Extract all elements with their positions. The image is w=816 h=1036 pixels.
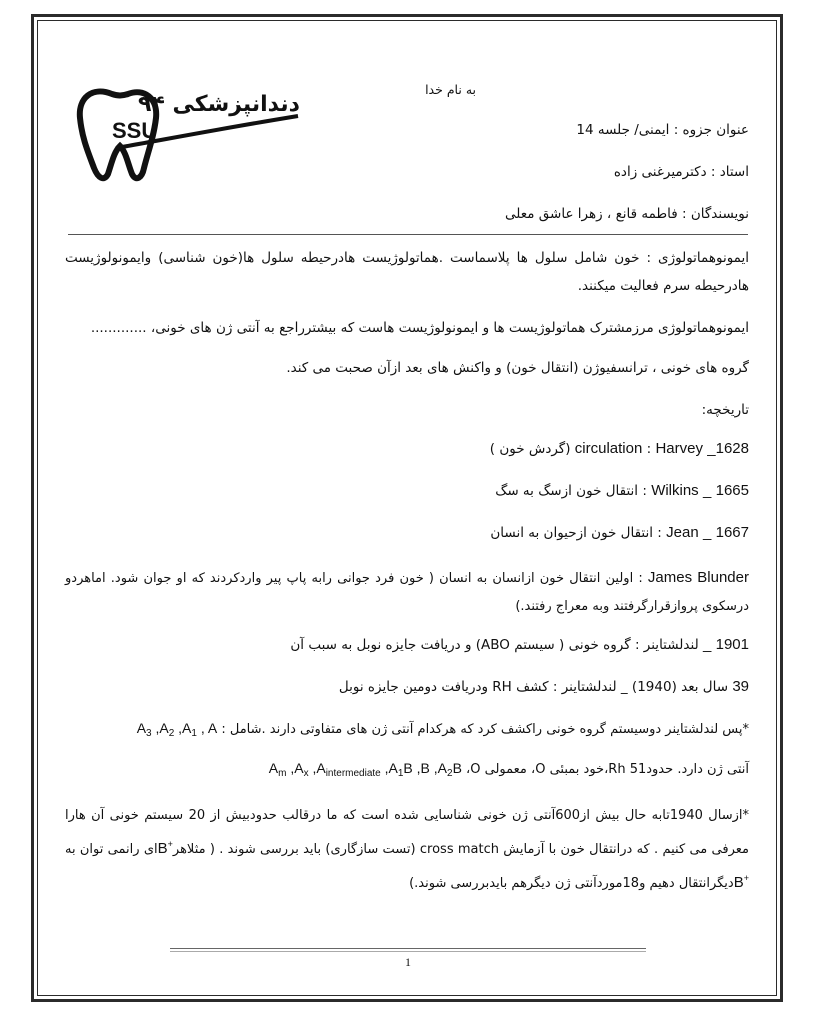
logo-text: دندانپزشکی ۹۴ [138,92,300,117]
history-item-jean: 1667 _ Jean : انتقال خون ازحیوان به انسان [490,524,749,541]
history-name: Jean [666,524,699,541]
o-common: O معمولی [470,762,527,777]
history-years: 39 [732,678,749,695]
antigen-list-b: $A_m$ $,A_x$ $,A_{intermediate}$ $,A_1B$ ,B $,A_2B$ [268,760,462,779]
paragraph-border: ایمونوهماتولوژی مرزمشترک هماتولوژیست ها و ایمونولوژیست هاست که بیشترراجع به آنتی ژن های خونی، ............. [90,320,749,336]
history-heading: تاریخچه: [701,402,749,418]
o-bombay: O بمبئی [535,762,580,777]
b-plus: B+ [157,839,173,857]
history-desc: سال بعد (1940) _ لندلشتاینر : کشف RH ودریافت دومین جایزه نوبل [338,679,729,695]
footer-divider-thin [170,951,646,952]
paragraph-antigen-subtypes: آنتی ژن دارد. Rh حدود51،خود O بمبئی، O معمولی، $A_m$ $,A_x$ $,A_{intermediate}$ $,A_1B$ ,B $,A_2B$ [268,760,749,779]
footer-divider [170,948,646,949]
history-desc: (گردش خون ) [489,441,571,457]
history-item-blunder: James Blunder : اولین انتقال خون ازانسان به انسان ( خون فرد جوانی رابه پاپ پیر واردکردند که او جوان شود. اماهردو درسکوی پروازقرارگرفتند وبه معراج رفتند.) [65,569,749,614]
history-desc: انتقال خون ازسگ به سگ [495,483,639,499]
history-item-1901: 1901 _ لندلشتاینر : گروه خونی ( سیستم ABO) و دریافت جایزه نوبل به سبب آن [290,636,749,653]
antigen-count-text: آنتی ژن دارد. [677,762,749,777]
landsteiner-text: *پس لندلشتاینر دوسیستم گروه خونی راکشف کرد که هرکدام آنتی ژن های متفاوتی دارند .شامل : [221,722,749,737]
history-year: 1901 [715,636,749,653]
rh-count: Rh حدود51 [608,762,674,777]
history-item-harvey: 1628_ Harvey : circulation (گردش خون ) [489,440,749,457]
history-item-1940 [339,678,749,695]
antigen-list-a: $A_3$ $,A_2$ $,A_1$ , A [136,720,218,739]
paragraph-immunohematology: ایمونوهماتولوژی : خون شامل سلول ها پلاسماست .هماتولوژیست هادرحیطه سلول ها(خون شناسی) وایمونولوژیست هادرحیطه سرم فعالیت میکنند. [65,250,749,294]
history-desc: انتقال خون ازحیوان به انسان [490,525,654,541]
history-year: 1667 [715,524,749,541]
authors-line: نویسندگان : فاطمه قانع ، زهرا عاشق معلی [505,206,749,222]
history-term: circulation [574,440,643,457]
history-desc: اولین انتقال خون ازانسان به انسان ( خون فرد جوانی رابه پاپ پیر واردکردند که او جوان شود. اماهردو درسکوی پروازقرارگرفتند وبه معراج رفتند.) [65,571,749,614]
teacher-line: استاد : دکترمیرغنی زاده [613,164,749,180]
logo-abbr: SSU [112,118,158,143]
history-item-wilkins: 1665 _ Wilkins : انتقال خون ازسگ به سگ [495,482,749,499]
antigens-text: *ازسال 1940تابه حال بیش از600آنتی ژن خونی شناسایی شده است که ما درقالب حدودبیش از 20 سیستم خونی آن هارا معرفی می کنیم . که درانتقال خون با آزمایش cross match (تست سازگاری) باید بررسی شوند . ( مثلاهر [65,808,750,857]
history-name: Wilkins [651,482,699,499]
header-divider [68,234,748,235]
document-title: عنوان جزوه : ایمنی/ جلسه 14 [576,122,749,138]
history-year: 1665 [715,482,749,499]
b-plus-2: B+ [733,873,749,891]
paragraph-antigens-since-1940 [65,802,749,898]
basmala: به نام خدا [425,82,476,97]
paragraph-topics: گروه های خونی ، ترانسفیوژن (انتقال خون) و واکنش های بعد ازآن صحبت می کند. [286,360,749,376]
history-name: Harvey [655,440,703,457]
antigens-text-end: ای رانمی توان به [65,842,158,857]
history-desc: لندلشتاینر : گروه خونی ( سیستم ABO) و دریافت جایزه نوبل به سبب آن [290,637,699,653]
page-number: 1 [405,955,411,969]
history-name: James Blunder [647,569,749,586]
history-year: 1628 [715,440,749,457]
paragraph-landsteiner-systems [137,720,749,739]
antigens-text-tail: دیگرانتقال دهیم و18موردآنتی ژن دیگرهم بایدبررسی شوند.) [409,876,734,891]
